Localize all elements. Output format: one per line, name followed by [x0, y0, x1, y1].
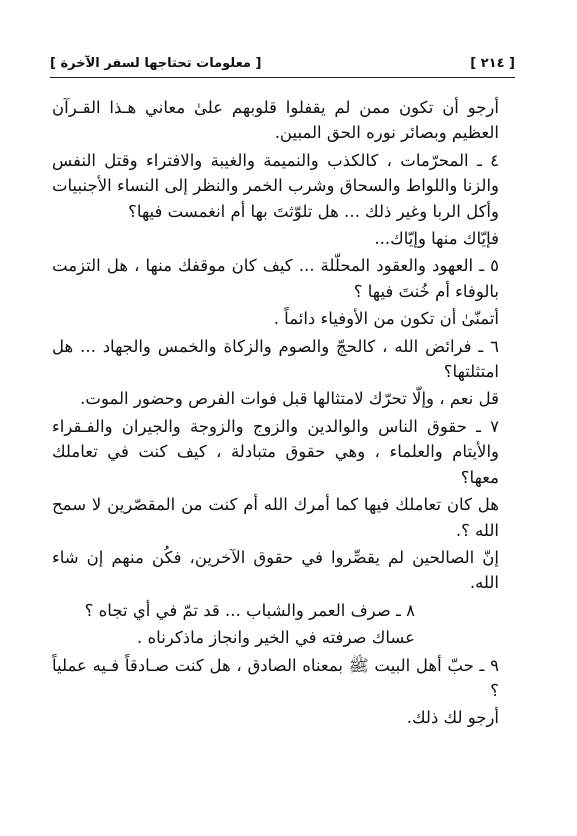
paragraph: ٨ ـ صرف العمر والشباب ... قد تمّ في أي تجاه ؟: [84, 600, 415, 620]
paragraph: فإيّاك منها وإيّاك...: [374, 229, 499, 249]
page-body: [52, 95, 515, 733]
paragraph: إنّ الصالحين لم يقصِّروا في حقوق الآخرين، فكُن منهم إن شاء الله.: [52, 547, 499, 593]
page-header: [50, 52, 515, 74]
paragraph: ٩ ـ حبّ أهل البيت ﷺ بمعناه الصادق ، هل كنت صـادقاً فـيه عملياً ؟: [52, 655, 499, 700]
page-number: [ ٢١٤ ]: [470, 55, 515, 71]
header-rule: [50, 77, 515, 78]
paragraph: أتمنّىٰ أن تكون من الأوفياء دائماً .: [273, 309, 499, 329]
running-title: [ معلومات تحتاجها لسفر الآخرة ]: [50, 55, 262, 71]
paragraph: قل نعم ، وإلّا تحرّك لامتثالها قبل فوات الفرص وحضور الموت.: [80, 389, 499, 409]
paragraph: ٧ ـ حقوق الناس والوالدين والزوج والزوجة والجيران والفـقراء والأيتام والعلماء ، وهي حقوق متبادلة ، كيف كنت في تعاملك معها؟: [52, 416, 499, 487]
paragraph: ٦ ـ فرائض الله ، كالحجّ والصوم والزكاة والخمس والجهاد ... هل امتثلتها؟: [52, 336, 499, 382]
paragraph: عساك صرفته في الخير وانجاز ماذكرناه .: [137, 628, 415, 648]
paragraph: ٤ ـ المحرّمات ، كالكذب والنميمة والغيبة والافتراء وقتل النفس والزنا واللواط والسحاق وشرب الخمر والنظر إلى النساء الأجنبيات وأكل الربا وغير ذلك ... هل تلوّثتَ بها أم انغمست فيها؟: [52, 150, 499, 221]
paragraph: أرجو أن تكون ممن لم يقفلوا قلوبهم علىٰ معاني هـذا القـرآن العظيم وبصائر نوره الحق المبين.: [52, 98, 499, 143]
paragraph: ٥ ـ العهود والعقود المحلّلة ... كيف كان موقفك منها ، هل التزمت بالوفاء أم خُنتَ فيها ؟: [52, 256, 499, 301]
paragraph: هل كان تعاملك فيها كما أمرك الله أم كنت من المقصّرين لا سمح الله ؟.: [52, 495, 499, 540]
paragraph: أرجو لك ذلك.: [406, 708, 499, 728]
